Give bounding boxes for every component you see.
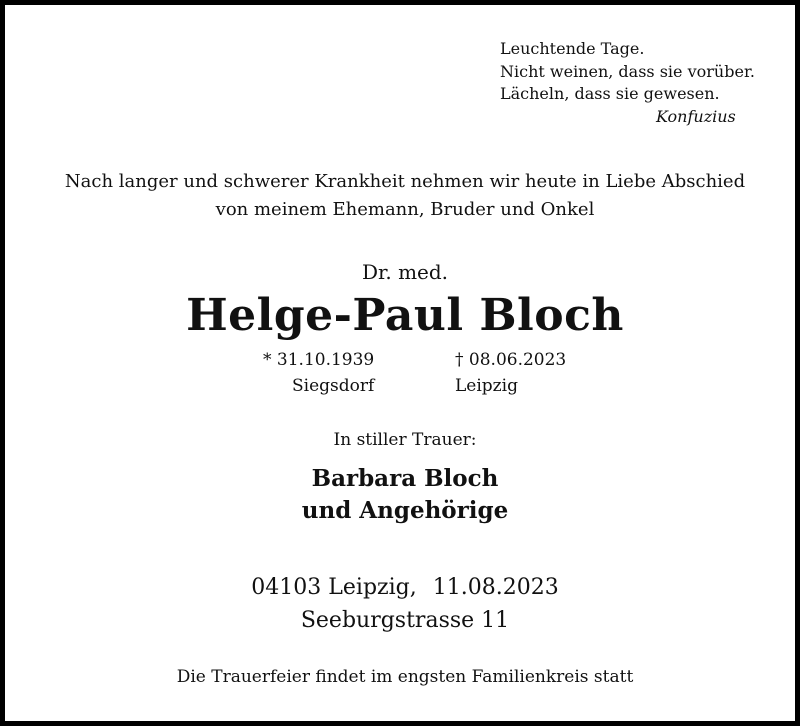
intro-text [5, 168, 800, 224]
city: 04103 Leipzig, [251, 575, 417, 600]
funeral-note: Die Trauerfeier findet im engsten Familienkreis statt [176, 667, 634, 687]
death-place: Leipzig [455, 376, 518, 396]
death-date: † 08.06.2023 [455, 350, 567, 370]
birth-date: * 31.10.1939 [263, 350, 375, 370]
notice-date: 11.08.2023 [432, 575, 559, 600]
mourner-relatives: und Angehörige [301, 497, 509, 524]
birth-place: Siegsdorf [292, 376, 375, 396]
deceased-name: Helge-Paul Bloch [186, 290, 624, 341]
quote-line: Nicht weinen, dass sie vorüber. [500, 61, 755, 81]
address-block [5, 571, 800, 637]
mourners-block [5, 463, 800, 527]
street: Seeburgstrasse 11 [300, 608, 510, 633]
quote-block [500, 38, 755, 128]
intro-line: von meinem Ehemann, Bruder und Onkel [215, 199, 595, 220]
academic-title: Dr. med. [361, 260, 449, 284]
quote-author: Konfuzius [656, 106, 736, 126]
birth-info [263, 347, 374, 399]
intro-line: Nach langer und schwerer Krankheit nehmen wir heute in Liebe Abschied [64, 171, 746, 192]
city-date-line [5, 571, 800, 604]
mourning-label: In stiller Trauer: [333, 430, 477, 450]
quote-line: Leuchtende Tage. [500, 39, 645, 58]
quote-line: Lächeln, dass sie gewesen. [500, 84, 720, 103]
mourner-name: Barbara Bloch [311, 465, 499, 492]
death-info [455, 347, 566, 399]
